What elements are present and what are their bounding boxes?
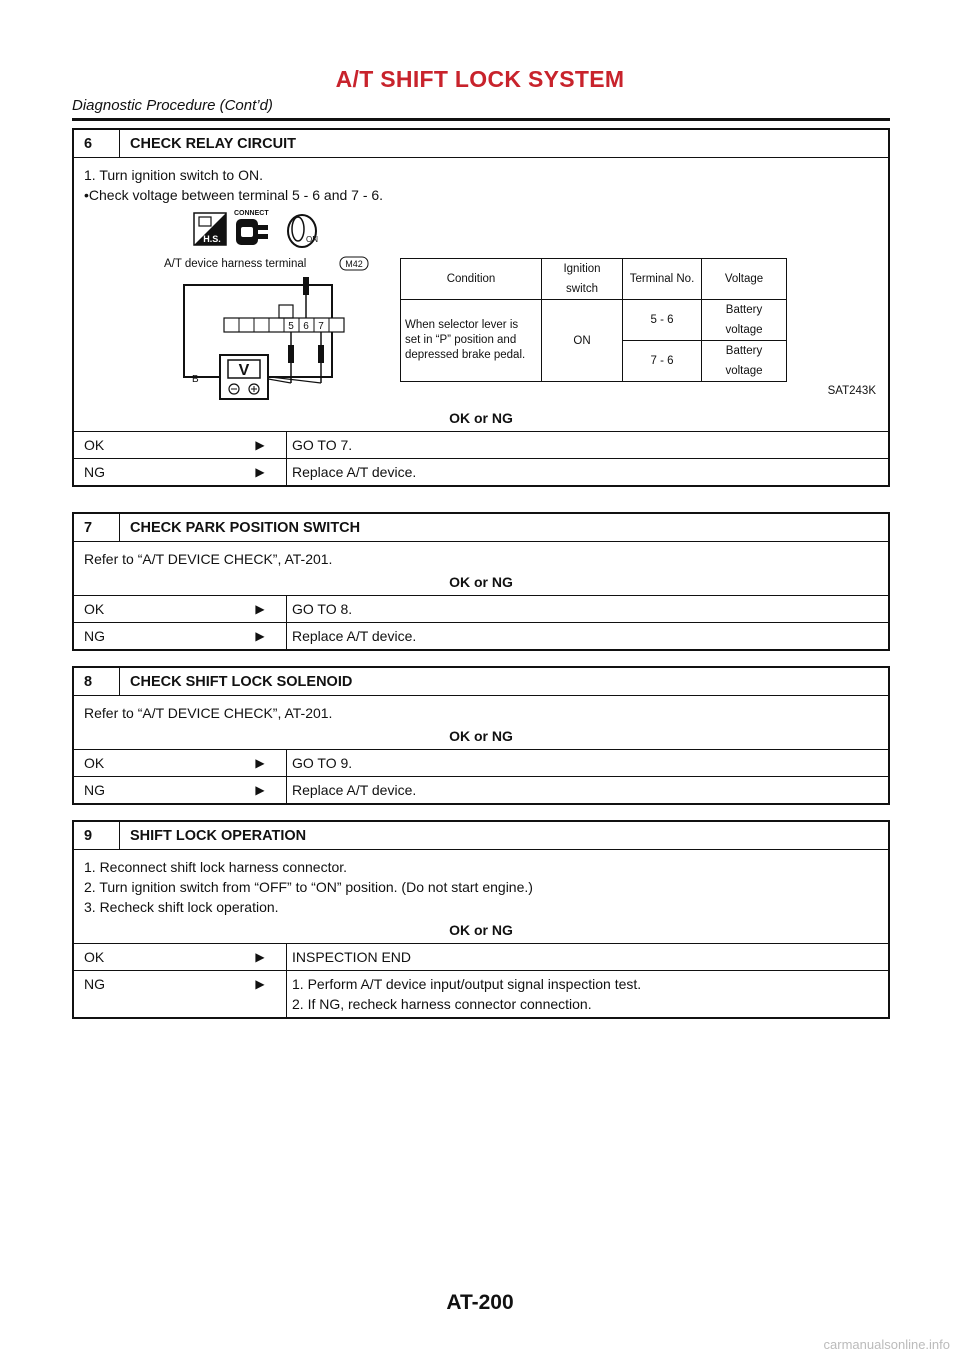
result-action: GO TO 9. (286, 750, 888, 776)
result-action: Replace A/T device. (286, 777, 888, 803)
step-body (74, 542, 888, 569)
result-action: GO TO 7. (286, 432, 888, 458)
action-line: 2. If NG, recheck harness connector connection. (292, 996, 592, 1012)
terminal-cell: 5 - 6 (623, 300, 702, 341)
result-row-ok (74, 749, 888, 776)
ignition-cell: ON (542, 300, 623, 382)
page-subtitle: Diagnostic Procedure (Cont’d) (72, 97, 273, 114)
voltage-condition-table (400, 258, 787, 382)
relay-circuit-diagram (84, 205, 878, 405)
result-label: NG (84, 782, 105, 798)
condition-cell (401, 300, 542, 382)
condition-line: depressed brake pedal. (405, 349, 526, 361)
result-row-ok (74, 595, 888, 622)
ok-or-ng-label: OK or NG (449, 922, 513, 938)
result-row-ok (74, 431, 888, 458)
step-6-box (72, 128, 890, 487)
step-title: CHECK RELAY CIRCUIT (130, 135, 296, 152)
harness-side-icon (194, 213, 226, 245)
instruction-line: 3. Recheck shift lock operation. (84, 899, 279, 915)
result-label: NG (84, 464, 105, 480)
hs-label: H.S. (203, 234, 221, 244)
ignition-on-icon (288, 215, 318, 247)
result-row-ng (74, 776, 888, 803)
condition-line: When selector lever is (405, 319, 519, 331)
page-title: A/T SHIFT LOCK SYSTEM (335, 66, 625, 92)
instruction-line: 2. Turn ignition switch from “OFF” to “ON” position. (Do not start engine.) (84, 879, 533, 895)
step-title: CHECK PARK POSITION SWITCH (130, 519, 361, 536)
step-title: SHIFT LOCK OPERATION (130, 827, 307, 844)
on-label: ON (306, 235, 318, 244)
table-header: Voltage (702, 259, 787, 300)
terminal-5: 5 (288, 321, 294, 332)
step-header (74, 822, 888, 850)
wire-color-label: B (192, 374, 199, 385)
result-label: OK (84, 949, 105, 965)
arrow-icon: ▶ (255, 438, 265, 452)
step-number: 7 (74, 514, 120, 541)
step-header (74, 668, 888, 696)
condition-line: set in “P” position and (405, 334, 517, 346)
result-action: INSPECTION END (286, 944, 888, 970)
instruction-line: Refer to “A/T DEVICE CHECK”, AT-201. (84, 705, 333, 721)
step-number: 9 (74, 822, 120, 849)
arrow-icon: ▶ (255, 756, 265, 770)
arrow-icon: ▶ (255, 465, 265, 479)
result-row-ok (74, 943, 888, 970)
result-action: Replace A/T device. (286, 623, 888, 649)
table-header: Terminal No. (623, 259, 702, 300)
ok-or-ng-label: OK or NG (449, 728, 513, 744)
terminal-cell: 7 - 6 (623, 341, 702, 382)
result-label: NG (84, 976, 105, 992)
voltmeter-icon (220, 355, 268, 399)
arrow-icon: ▶ (255, 950, 265, 964)
figure-code: SAT243K (827, 385, 876, 397)
watermark: carmanualsonline.info (823, 1337, 950, 1352)
action-line: 1. Perform A/T device input/output signal inspection test. (292, 976, 642, 992)
table-header: Condition (401, 259, 542, 300)
arrow-icon: ▶ (255, 977, 265, 991)
voltmeter-label: V (238, 362, 250, 379)
result-action (286, 971, 888, 1017)
arrow-icon: ▶ (255, 629, 265, 643)
harness-terminal-label: A/T device harness terminal (164, 258, 307, 270)
step-header (74, 514, 888, 542)
instruction-line: •Check voltage between terminal 5 - 6 and 7 - 6. (84, 187, 384, 203)
header-rule (72, 118, 890, 121)
step-9-box (72, 820, 890, 1019)
voltage-cell: Battery voltage (702, 300, 787, 341)
terminal-7: 7 (318, 321, 324, 332)
step-header (74, 130, 888, 158)
step-8-box (72, 666, 890, 805)
result-label: OK (84, 601, 105, 617)
ok-or-ng-label: OK or NG (449, 574, 513, 590)
ok-or-ng-label: OK or NG (449, 410, 513, 426)
result-label: NG (84, 628, 105, 644)
step-7-box (72, 512, 890, 651)
step-body (74, 158, 888, 405)
terminal-6: 6 (303, 321, 309, 332)
result-row-ng (74, 458, 888, 485)
result-label: OK (84, 437, 105, 453)
result-action: Replace A/T device. (286, 459, 888, 485)
result-label: OK (84, 755, 105, 771)
arrow-icon: ▶ (255, 783, 265, 797)
instruction-line: Refer to “A/T DEVICE CHECK”, AT-201. (84, 551, 333, 567)
step-number: 8 (74, 668, 120, 695)
step-body (74, 696, 888, 723)
connect-icon (234, 210, 269, 245)
step-body (74, 850, 888, 917)
result-row-ng (74, 970, 888, 1017)
step-number: 6 (74, 130, 120, 157)
table-header: Ignition switch (542, 259, 623, 300)
page-number: AT-200 (446, 1291, 514, 1314)
arrow-icon: ▶ (255, 602, 265, 616)
instruction-line: 1. Turn ignition switch to ON. (84, 167, 263, 183)
voltage-cell: Battery voltage (702, 341, 787, 382)
result-action: GO TO 8. (286, 596, 888, 622)
step-title: CHECK SHIFT LOCK SOLENOID (130, 673, 353, 690)
instruction-line: 1. Reconnect shift lock harness connector. (84, 859, 348, 875)
result-row-ng (74, 622, 888, 649)
connector-code: M42 (345, 259, 363, 269)
connect-label: CONNECT (234, 210, 269, 217)
